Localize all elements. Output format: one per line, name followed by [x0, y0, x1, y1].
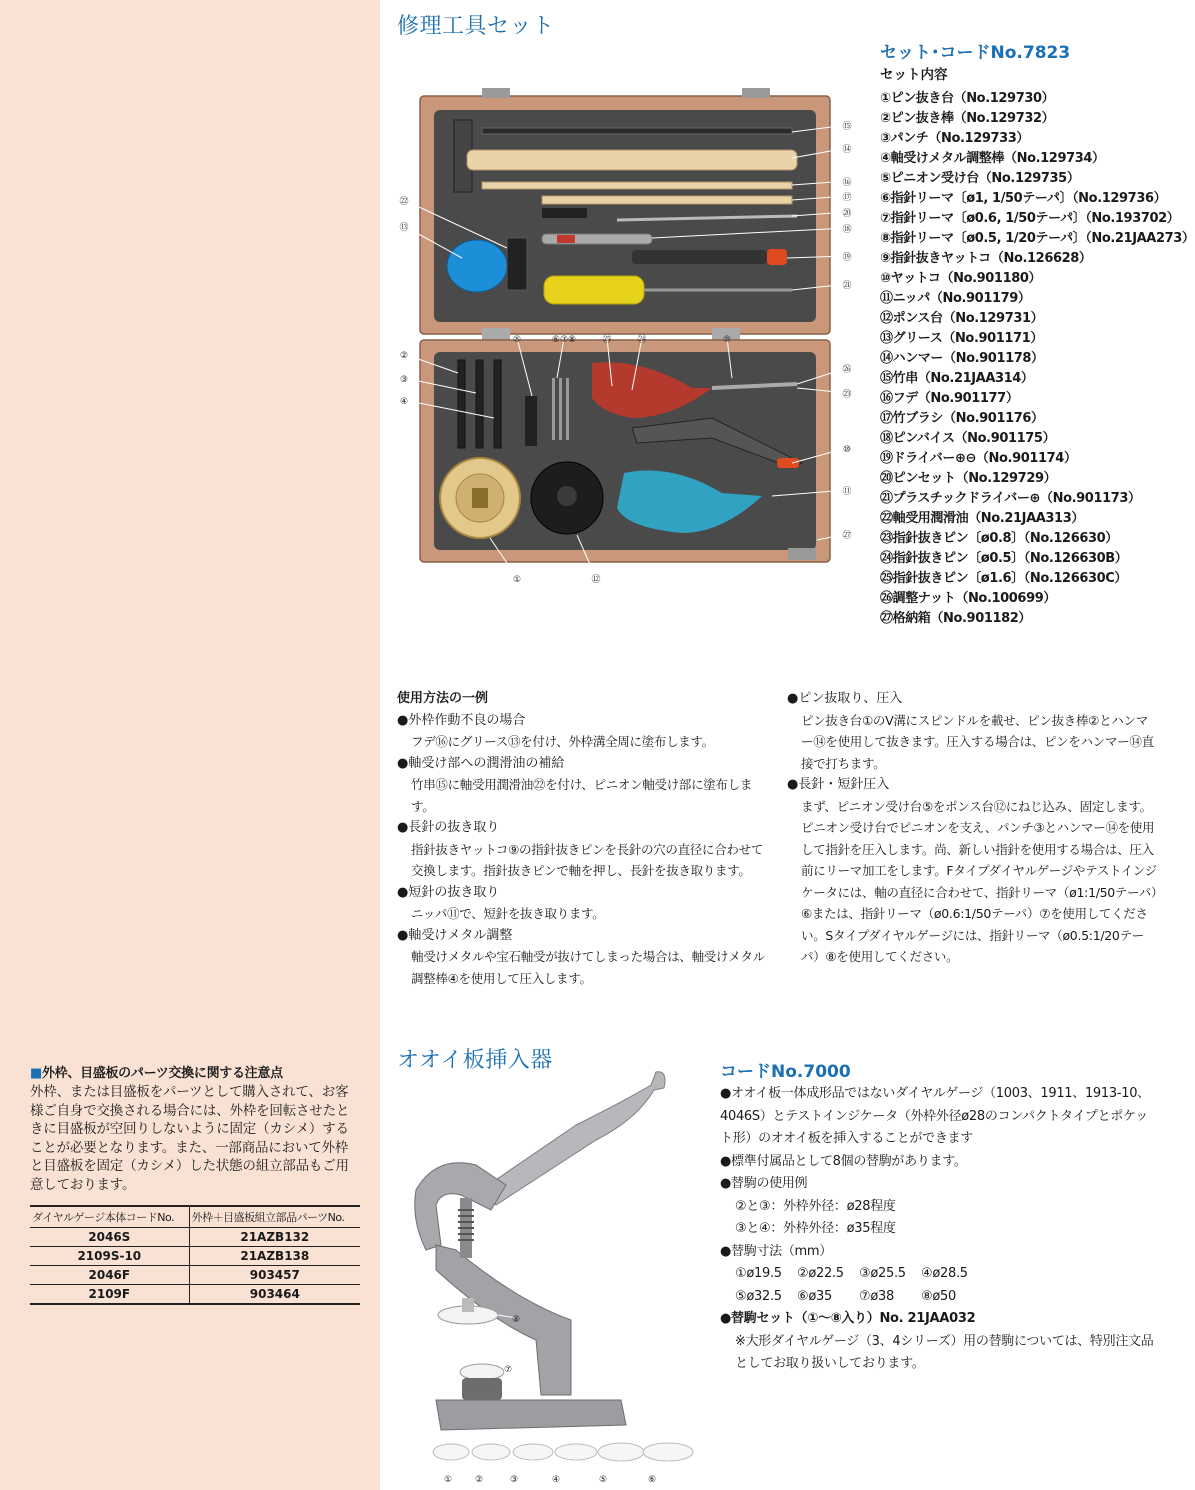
inserter-example-2: ③と④：外枠外径：ø35程度 [735, 1221, 896, 1236]
table-header-parts-no: 外枠＋目盛板組立部品パーツNo. [189, 1206, 360, 1228]
punch-icon [476, 360, 483, 448]
callout-label: ⑰ [842, 193, 852, 203]
size-item: ④ø28.5 [921, 1266, 968, 1281]
parts-list-item: ⑨指針抜きヤットコ（No.126628） [880, 251, 1092, 266]
parts-list-item: ㉑プラスチックドライバー⊕（No.901173） [880, 491, 1141, 506]
parts-list-item: ⑱ピンバイス（No.901175） [880, 431, 1056, 446]
usage-item-title: ●短針の抜き取り [397, 884, 500, 900]
repair-kit-title: 修理工具セット [397, 14, 555, 39]
inserter-title: オオイ板挿入器 [397, 1048, 553, 1073]
table-row [30, 1228, 360, 1247]
parts-list-item: ㉓指針抜きピン〔ø0.8〕（No.126630） [880, 531, 1118, 546]
die-5-icon [598, 1443, 644, 1461]
parts-list-item: ②ピン抜き棒（No.129732） [880, 111, 1055, 126]
inserter-line-1: ●オオイ板一体成形品ではないダイヤルゲージ（1003、1911、1913-10、4046S）とテストインジケータ（外枠外径ø28のコンパクトタイプとポケット形）のオオイ板を挿入することができます [720, 1086, 1150, 1146]
callout-label: ② [474, 1475, 484, 1485]
callout-label: ⑧ [511, 1315, 521, 1325]
size-item: ⑥ø35 [797, 1288, 832, 1304]
die-2-icon [472, 1444, 510, 1460]
usage-item-title: ●軸受け部への潤滑油の補給 [397, 755, 565, 771]
inserter-code: コードNo.7000 [720, 1062, 851, 1082]
hinge-icon [482, 328, 510, 340]
table-row [30, 1285, 360, 1305]
die-6-icon [643, 1443, 693, 1461]
hammer-handle-icon [467, 150, 797, 170]
screwdriver-cap-icon [767, 249, 787, 265]
callout-label: ⑫ [591, 575, 601, 585]
parts-list-item: ⑪ニッパ（No.901179） [880, 291, 1031, 306]
usage-item-title: ●外枠作動不良の場合 [397, 712, 526, 728]
parts-list-item: ㉖調整ナット（No.100699） [880, 591, 1056, 606]
usage-right [787, 688, 1157, 968]
callout-label: ⑥⑦⑧ [551, 335, 577, 345]
die-7-icon [460, 1364, 504, 1380]
parts-list-item: ㉗格納箱（No.901182） [880, 611, 1032, 626]
base-icon [436, 1400, 626, 1430]
brush-icon [482, 182, 792, 189]
usage-left-items [397, 710, 769, 990]
parts-list [880, 89, 1195, 629]
parts-list-item: ⑭ハンマー（No.901178） [880, 351, 1044, 366]
die-4-icon [555, 1444, 597, 1460]
callout-label: ③ [509, 1475, 519, 1485]
repair-kit-code: セット･コードNo.7823 [880, 43, 1071, 63]
usage-item-desc: フデ⑯にグリース⑬を付け、外枠溝全周に塗布します。 [411, 734, 714, 749]
usage-heading: 使用方法の一例 [397, 691, 489, 706]
latch-icon [788, 548, 816, 560]
grease-icon [447, 240, 507, 292]
inserter-figure [396, 1070, 696, 1490]
parts-list-item: ⑳ピンセット（No.129729） [880, 471, 1057, 486]
callout-label: ⑯ [842, 178, 852, 188]
note-title-text: 外枠、目盛板のパーツ交換に関する注意点 [41, 1066, 283, 1081]
table-cell: 903457 [189, 1266, 360, 1285]
callout-label: ⑱ [842, 225, 852, 235]
usage-item-desc: まず、ピニオン受け台⑤をポンス台⑫にねじ込み、固定します。ピニオン受け台でピニオンを支え、パンチ③とハンマー⑭を使用して指針を圧入します。尚、新しい指針を使用する場合は、圧入前にリーマ加工をします。Fタイプダイヤルゲージやテストインジケータには、軸の直径に合わせて、指針リーマ（ø1:1/50テーパ）⑥または、指針リーマ（ø0.6:1/50テーパ）⑦を使用してください。Sタイプダイヤルゲージには、指針リーマ（ø0.5:1/20テーパ）⑧を使用してください。 [801, 798, 1157, 964]
parts-list-item: ㉕指針抜きピン〔ø1.6〕（No.126630C） [880, 571, 1128, 586]
callout-label: ⑲ [842, 253, 852, 263]
callout-label: ⑮ [842, 122, 852, 132]
inserter-line-4: ●替駒寸法（mm） [720, 1243, 832, 1259]
hinge-icon [742, 88, 770, 98]
parts-list-item: ⑰竹ブラシ（No.901176） [880, 411, 1044, 426]
size-item: ⑤ø32.5 [735, 1288, 782, 1304]
callout-label: ③ [399, 375, 409, 385]
hinge-icon [482, 88, 510, 98]
table-row [30, 1247, 360, 1266]
table-cell: 2109S-10 [30, 1247, 189, 1266]
note-body: 外枠、または目盛板をパーツとして購入されて、お客様ご自身で交換される場合には、外枠を回転させたときに目盛板が空回りしないように固定（カシメ）することが必要となります。また、一部商品において外枠と目盛板を固定（カシメ）した状態の組立部品もご用意しております。 [30, 1084, 350, 1193]
callout-label: ㉗ [842, 531, 852, 541]
die-3-icon [513, 1444, 553, 1460]
callout-label: ⑩ [842, 445, 852, 455]
callout-label: ① [443, 1475, 453, 1485]
callout-label: ⑥ [647, 1475, 657, 1485]
die-1-icon [433, 1444, 469, 1460]
size-item: ⑦ø38 [859, 1288, 894, 1304]
parts-list-item: ④軸受けメタル調整棒（No.129734） [880, 151, 1105, 166]
callout-label: ⑤ [598, 1475, 608, 1485]
parts-list-item: ⑬グリース（No.901171） [880, 331, 1043, 346]
parts-list-item: ⑯フデ（No.901177） [880, 391, 1019, 406]
callout-label: ⑬ [399, 223, 409, 233]
repair-kit-figure [392, 88, 862, 593]
plastic-screwdriver-icon [544, 276, 644, 304]
parts-list-item: ③パンチ（No.129733） [880, 131, 1030, 146]
reamer-icon [566, 378, 569, 440]
table-row [30, 1266, 360, 1285]
inserter-info [720, 1083, 1156, 1376]
usage-right-items [787, 688, 1157, 968]
size-item: ②ø22.5 [797, 1266, 844, 1281]
adjust-rod-icon [494, 360, 501, 448]
callout-label: ④ [551, 1475, 561, 1485]
size-item: ③ø25.5 [859, 1266, 906, 1281]
parts-list-item: ㉔指針抜きピン〔ø0.5〕（No.126630B） [880, 551, 1128, 566]
callout-label: ⑭ [842, 145, 852, 155]
parts-list-item: ①ピン抜き台（No.129730） [880, 91, 1055, 106]
parts-list-item: ⑦指針リーマ〔ø0.6, 1/50テーパ〕（No.193702） [880, 211, 1180, 226]
callout-label: ⑨ [722, 335, 732, 345]
bamboo-brush-icon [542, 196, 792, 204]
usage-item-desc: ニッパ⑪で、短針を抜き取ります。 [411, 906, 605, 921]
callout-label: ㉔ [637, 335, 647, 345]
usage-item-title: ●長針・短針圧入 [787, 777, 890, 792]
inserter-line-3: ●替駒の使用例 [720, 1176, 808, 1191]
size-item: ⑧ø50 [921, 1288, 956, 1304]
table-cell: 903464 [189, 1285, 360, 1305]
callout-label: ㉕ [602, 335, 612, 345]
parts-table [30, 1205, 360, 1305]
bamboo-brush-head-icon [542, 208, 587, 218]
reamer-icon [559, 378, 562, 440]
callout-label: ② [399, 351, 409, 361]
usage-left [397, 688, 769, 989]
usage-item-desc: 指針抜きヤットコ⑨の指針抜きピンを長針の穴の直径に合わせて交換します。指針抜きピンで軸を押し、長針を抜き取ります。 [411, 841, 764, 878]
callout-label: ⑳ [842, 209, 852, 219]
table-cell: 2046F [30, 1266, 189, 1285]
lever-icon [481, 1072, 665, 1205]
callout-label: ① [512, 575, 522, 585]
reamer-icon [552, 378, 555, 440]
table-cell: 21AZB132 [189, 1228, 360, 1247]
table-cell: 21AZB138 [189, 1247, 360, 1266]
parts-list-item: ⑧指針リーマ〔ø0.5, 1/20テーパ〕（No.21JAA273） [880, 231, 1195, 246]
callout-label: ㉖ [842, 365, 852, 375]
skewer-icon [482, 128, 792, 134]
sizes-row-2 [720, 1286, 1156, 1309]
parts-list-item: ⑩ヤットコ（No.901180） [880, 271, 1042, 286]
callout-label: ④ [399, 397, 409, 407]
usage-item-desc: ピン抜き台①のV溝にスピンドルを載せ、ピン抜き棒②とハンマー⑭を使用して抜きます。圧入する場合は、ピンをハンマー⑭直接で打ちます。 [801, 712, 1154, 771]
die-holder-icon [462, 1298, 474, 1312]
parts-list-item: ⑤ピニオン受け台（No.129735） [880, 171, 1080, 186]
set-contents-label: セット内容 [880, 67, 948, 83]
inserter-line-5: ●替駒セット（①～⑧入り）No. 21JAA032 [720, 1311, 976, 1326]
pinion-holder-icon [525, 396, 537, 446]
note-marker: ■ [30, 1066, 42, 1081]
size-item: ①ø19.5 [735, 1266, 782, 1281]
parts-list-item: ⑲ドライバー⊕⊖（No.901174） [880, 451, 1077, 466]
parts-list-item: ㉒軸受用潤滑油（No.21JAA313） [880, 511, 1084, 526]
sizes-row-1 [720, 1263, 1156, 1286]
pin-rod-icon [458, 360, 465, 448]
die-seat-icon [462, 1378, 502, 1400]
anvil-hole-icon [557, 486, 577, 506]
callout-label: ⑦ [503, 1365, 513, 1375]
table-header-body-code: ダイヤルゲージ本体コードNo. [30, 1206, 189, 1228]
screwdriver-icon [632, 250, 767, 264]
callout-label: ⑤ [512, 335, 522, 345]
parts-list-item: ⑮竹串（No.21JAA314） [880, 371, 1034, 386]
usage-item-title: ●長針の抜き取り [397, 820, 500, 835]
pin-stand-slot-icon [472, 488, 488, 508]
inserter-line-2: ●標準付属品として8個の替駒があります。 [720, 1153, 967, 1169]
usage-item-title: ●軸受けメタル調整 [397, 927, 513, 943]
inserter-note: ※大形ダイヤルゲージ（3、4シリーズ）用の替駒については、特別注文品としてお取り扱いしております。 [735, 1333, 1154, 1371]
table-cell: 2046S [30, 1228, 189, 1247]
note-title [30, 1065, 360, 1083]
callout-label: ㉓ [842, 390, 852, 400]
parts-exchange-note [30, 1065, 360, 1194]
pliers-grip-icon [777, 458, 799, 468]
callout-label: ㉒ [399, 197, 409, 207]
parts-list-item: ⑥指針リーマ〔ø1, 1/50テーパ〕（No.129736） [880, 191, 1167, 206]
pin-vise-band-icon [557, 235, 575, 243]
oil-bottle-icon [507, 238, 527, 290]
callout-label: ⑪ [842, 487, 852, 497]
table-cell: 2109F [30, 1285, 189, 1305]
parts-list-item: ⑫ポンス台（No.129731） [880, 311, 1044, 326]
usage-item-desc: 竹串⑮に軸受用潤滑油㉒を付け、ピニオン軸受け部に塗布します。 [411, 777, 753, 814]
inserter-example-1: ②と③：外枠外径：ø28程度 [735, 1198, 896, 1214]
usage-item-title: ●ピン抜取り、圧入 [787, 691, 903, 706]
callout-label: ㉑ [842, 281, 852, 291]
usage-item-desc: 軸受けメタルや宝石軸受が抜けてしまった場合は、軸受けメタル調整棒④を使用して圧入します。 [411, 949, 765, 986]
